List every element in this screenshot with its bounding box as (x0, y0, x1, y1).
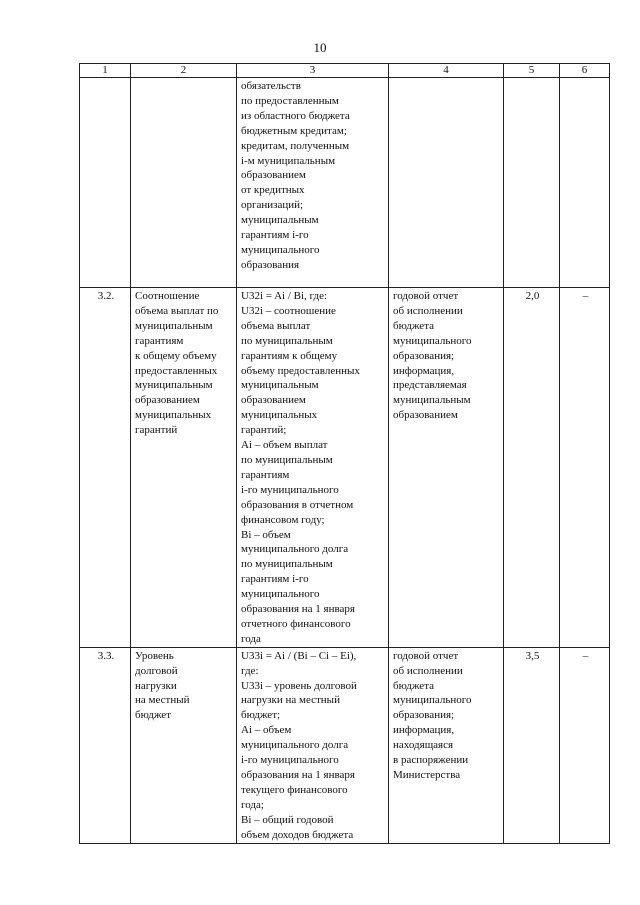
row-number-cell (80, 78, 131, 288)
note-cell (560, 78, 610, 288)
indicator-name-cell (131, 78, 237, 288)
table-row (80, 288, 610, 648)
row-number-cell: 3.2. (80, 288, 131, 648)
threshold-cell: 3,5 (504, 647, 560, 843)
column-header: 5 (504, 64, 560, 78)
threshold-cell: 2,0 (504, 288, 560, 648)
source-cell (389, 78, 504, 288)
threshold-cell (504, 78, 560, 288)
indicator-name-cell: Уровень долговой нагрузки на местный бюджет (131, 647, 237, 843)
column-header: 2 (131, 64, 237, 78)
formula-cell: обязательств по предоставленным из областного бюджета бюджетным кредитам; кредитам, полученным i-м муниципальным образованием от кредитных организаций; муниципальным гарантиям i-го муниципального образования (237, 78, 389, 288)
note-cell: – (560, 647, 610, 843)
table-header-row (80, 64, 610, 78)
indicators-table (79, 63, 610, 844)
formula-cell: U32i = Ai / Bi, где: U32i – соотношение объема выплат по муниципальным гарантиям к общему объему предоставленных муниципальным образованием муниципальных гарантий; Ai – объем выплат по муниципальным гарантиям i-го муниципального образования в отчетном финансовом году; Bi – объем муниципального долга по муниципальным гарантиям i-го муниципального образования на 1 января отчетного финансового года (237, 288, 389, 648)
source-cell: годовой отчет об исполнении бюджета муниципального образования; информация, представляемая муниципальным образованием (389, 288, 504, 648)
source-cell: годовой отчет об исполнении бюджета муниципального образования; информация, находящаяся в распоряжении Министерства (389, 647, 504, 843)
column-header: 3 (237, 64, 389, 78)
column-header: 1 (80, 64, 131, 78)
column-header: 6 (560, 64, 610, 78)
row-number-cell: 3.3. (80, 647, 131, 843)
page-number: 10 (313, 40, 327, 55)
table-row (80, 78, 610, 288)
column-header: 4 (389, 64, 504, 78)
indicator-name-cell: Соотношение объема выплат по муниципальным гарантиям к общему объему предоставленных муниципальным образованием муниципальных гарантий (131, 288, 237, 648)
note-cell: – (560, 288, 610, 648)
formula-cell: U33i = Ai / (Bi – Ci – Ei), где: U33i – уровень долговой нагрузки на местный бюджет; Ai – объем муниципального долга i-го муниципального образования на 1 января текущего финансового года; Bi – общий годовой объем доходов бюджета (237, 647, 389, 843)
table-row (80, 647, 610, 843)
